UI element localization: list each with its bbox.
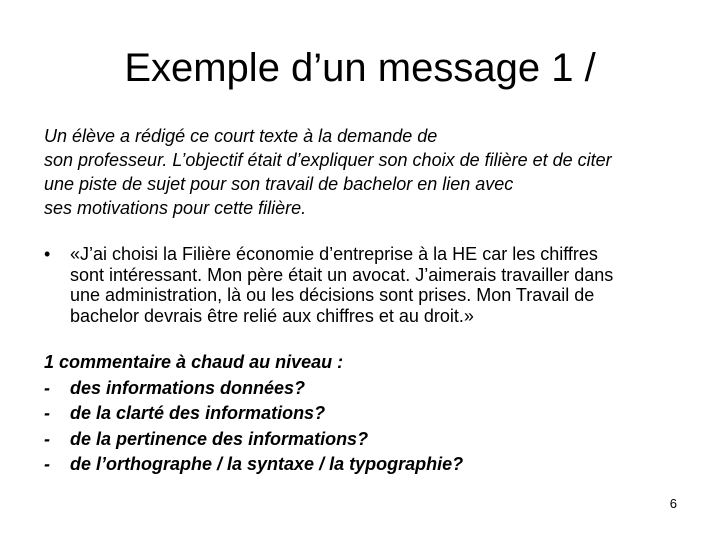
comments-heading: 1 commentaire à chaud au niveau :: [44, 352, 344, 372]
bullet-marker: •: [44, 244, 51, 264]
quote-line: une administration, là ou les décisions sont prises. Mon Travail de: [70, 285, 595, 305]
intro-line: une piste de sujet pour son travail de bachelor en lien avec: [44, 174, 514, 194]
comment-dash: -: [44, 454, 50, 474]
comment-item-text: de la clarté des informations?: [70, 403, 326, 423]
quote-line: «J’ai choisi la Filière économie d’entreprise à la HE car les chiffres: [70, 244, 598, 264]
comment-dash: -: [44, 377, 50, 398]
page-number: 6: [669, 496, 677, 511]
student-quote-text: [70, 244, 690, 326]
comment-dash: -: [44, 428, 50, 449]
comment-item: [44, 376, 684, 402]
comment-item-text: des informations données?: [70, 377, 306, 398]
comment-item-text: de l’orthographe / la syntaxe / la typographie?: [70, 454, 464, 474]
comment-item: [44, 401, 684, 427]
slide-title: Exemple d’un message 1 /: [124, 46, 596, 90]
comment-item: [44, 452, 684, 478]
comment-item: [44, 427, 684, 453]
quote-line: sont intéressant. Mon père était un avocat. J’aimerais travailler dans: [70, 264, 614, 285]
intro-line: son professeur. L’objectif était d’expliquer son choix de filière et de citer: [44, 150, 612, 170]
intro-paragraph: [44, 124, 694, 220]
intro-line: Un élève a rédigé ce court texte à la demande de: [44, 126, 438, 146]
comment-item-text: de la pertinence des informations?: [70, 428, 369, 449]
comment-dash: -: [44, 403, 50, 423]
intro-line: ses motivations pour cette filière.: [44, 198, 307, 218]
quote-line: bachelor devrais être relié aux chiffres et au droit.»: [70, 305, 474, 326]
comments-section: [44, 350, 684, 478]
